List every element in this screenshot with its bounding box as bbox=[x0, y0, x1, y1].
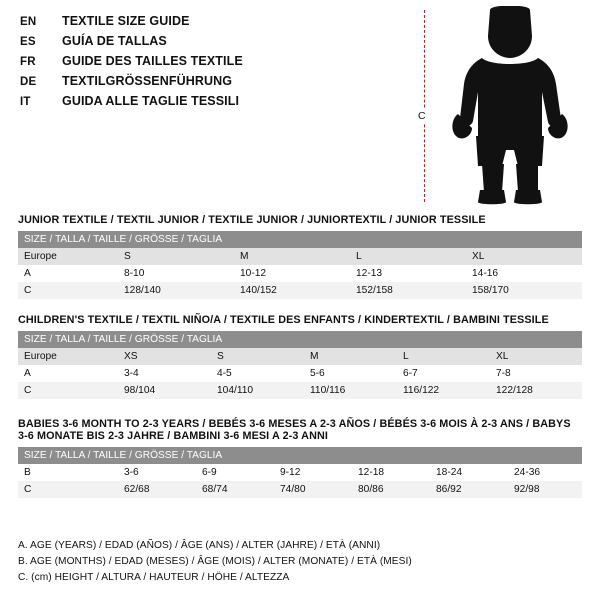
cell: 18-24 bbox=[430, 464, 508, 481]
junior-size-table bbox=[18, 231, 582, 299]
section-heading: BABIES 3-6 MONTH TO 2-3 YEARS / BEBÉS 3-6 MESES A 2-3 AÑOS / BÉBÉS 3-6 MOIS À 2-3 ANS / BABYS 3-6 MONATE BIS 2-3 JAHRE / BAMBINI 3-6 MESI A 2-3 ANNI bbox=[18, 418, 571, 442]
cell: 4-5 bbox=[211, 365, 304, 382]
cell: 6-7 bbox=[397, 365, 490, 382]
language-row bbox=[20, 74, 420, 92]
language-code: ES bbox=[20, 36, 36, 48]
language-row bbox=[20, 34, 420, 52]
measure-label-c: C bbox=[418, 110, 426, 122]
cell: XL bbox=[466, 248, 582, 265]
section-junior bbox=[18, 214, 582, 299]
table-subheader-row bbox=[18, 231, 582, 248]
legend-item-age-years: A. AGE (YEARS) / EDAD (AÑOS) / ÂGE (ANS) / ALTER (JAHRE) / ETÀ (ANNI) bbox=[18, 540, 381, 551]
cell: 62/68 bbox=[118, 481, 196, 498]
cell: 7-8 bbox=[490, 365, 582, 382]
cell: L bbox=[350, 248, 466, 265]
language-code: FR bbox=[20, 56, 36, 68]
section-children bbox=[18, 314, 582, 399]
cell: 3-6 bbox=[118, 464, 196, 481]
cell: 12-13 bbox=[350, 265, 466, 282]
cell: 8-10 bbox=[118, 265, 234, 282]
row-label: C bbox=[18, 382, 118, 399]
cell: 86/92 bbox=[430, 481, 508, 498]
row-label: A bbox=[18, 365, 118, 382]
language-row bbox=[20, 14, 420, 32]
cell: 152/158 bbox=[350, 282, 466, 299]
cell: 10-12 bbox=[234, 265, 350, 282]
table-subheader-row bbox=[18, 447, 582, 464]
cell: 12-18 bbox=[352, 464, 430, 481]
table-row bbox=[18, 481, 582, 498]
cell: 140/152 bbox=[234, 282, 350, 299]
table-row bbox=[18, 464, 582, 481]
cell: 6-9 bbox=[196, 464, 274, 481]
table-row bbox=[18, 282, 582, 299]
cell: 92/98 bbox=[508, 481, 582, 498]
cell: 5-6 bbox=[304, 365, 397, 382]
babies-size-table bbox=[18, 447, 582, 498]
row-label: B bbox=[18, 464, 118, 481]
cell: 9-12 bbox=[274, 464, 352, 481]
children-size-table bbox=[18, 331, 582, 399]
cell: 80/86 bbox=[352, 481, 430, 498]
language-code: IT bbox=[20, 96, 31, 108]
language-code: DE bbox=[20, 76, 37, 88]
legend-item-height: C. (cm) HEIGHT / ALTURA / HAUTEUR / HÖHE / ALTEZZA bbox=[18, 572, 290, 583]
cell: M bbox=[234, 248, 350, 265]
cell: XL bbox=[490, 348, 582, 365]
language-title: GUIDA ALLE TAGLIE TESSILI bbox=[62, 94, 240, 108]
table-subheader: SIZE / TALLA / TAILLE / GRÖSSE / TAGLIA bbox=[18, 331, 582, 348]
row-label: A bbox=[18, 265, 118, 282]
cell: 122/128 bbox=[490, 382, 582, 399]
table-subheader: SIZE / TALLA / TAILLE / GRÖSSE / TAGLIA bbox=[18, 231, 582, 248]
cell: 3-4 bbox=[118, 365, 211, 382]
cell: XS bbox=[118, 348, 211, 365]
cell: 158/170 bbox=[466, 282, 582, 299]
section-heading: JUNIOR TEXTILE / TEXTIL JUNIOR / TEXTILE JUNIOR / JUNIORTEXTIL / JUNIOR TESSILE bbox=[18, 214, 486, 226]
cell: 74/80 bbox=[274, 481, 352, 498]
table-row bbox=[18, 348, 582, 365]
section-babies bbox=[18, 418, 582, 498]
cell: 104/110 bbox=[211, 382, 304, 399]
cell: M bbox=[304, 348, 397, 365]
cell: 68/74 bbox=[196, 481, 274, 498]
language-title: GUÍA DE TALLAS bbox=[62, 34, 167, 48]
cell: S bbox=[118, 248, 234, 265]
table-subheader-row bbox=[18, 331, 582, 348]
row-label: Europe bbox=[18, 248, 118, 265]
row-label: Europe bbox=[18, 348, 118, 365]
language-title: TEXTILE SIZE GUIDE bbox=[62, 14, 190, 28]
cell: 128/140 bbox=[118, 282, 234, 299]
cell: L bbox=[397, 348, 490, 365]
language-titles bbox=[20, 14, 420, 114]
legend-item-age-months: B. AGE (MONTHS) / EDAD (MESES) / ÂGE (MOIS) / ALTER (MONATE) / ETÀ (MESI) bbox=[18, 556, 412, 567]
language-title: TEXTILGRÖSSENFÜHRUNG bbox=[62, 74, 233, 88]
language-title: GUIDE DES TAILLES TEXTILE bbox=[62, 54, 243, 68]
table-row bbox=[18, 365, 582, 382]
height-measure-figure bbox=[416, 6, 586, 206]
cell: 14-16 bbox=[466, 265, 582, 282]
row-label: C bbox=[18, 282, 118, 299]
language-row bbox=[20, 54, 420, 72]
legend bbox=[18, 540, 582, 588]
table-row bbox=[18, 382, 582, 399]
row-label: C bbox=[18, 481, 118, 498]
section-heading: CHILDREN'S TEXTILE / TEXTIL NIÑO/A / TEXTILE DES ENFANTS / KINDERTEXTIL / BAMBINI TESSILE bbox=[18, 314, 549, 326]
language-row bbox=[20, 94, 420, 112]
cell: 24-36 bbox=[508, 464, 582, 481]
cell: 116/122 bbox=[397, 382, 490, 399]
table-subheader: SIZE / TALLA / TAILLE / GRÖSSE / TAGLIA bbox=[18, 447, 582, 464]
cell: 110/116 bbox=[304, 382, 397, 399]
cell: 98/104 bbox=[118, 382, 211, 399]
cell: S bbox=[211, 348, 304, 365]
language-code: EN bbox=[20, 16, 37, 28]
dashed-measure-line-icon bbox=[424, 10, 425, 202]
toddler-silhouette-icon bbox=[438, 6, 586, 206]
table-row bbox=[18, 265, 582, 282]
table-row bbox=[18, 248, 582, 265]
